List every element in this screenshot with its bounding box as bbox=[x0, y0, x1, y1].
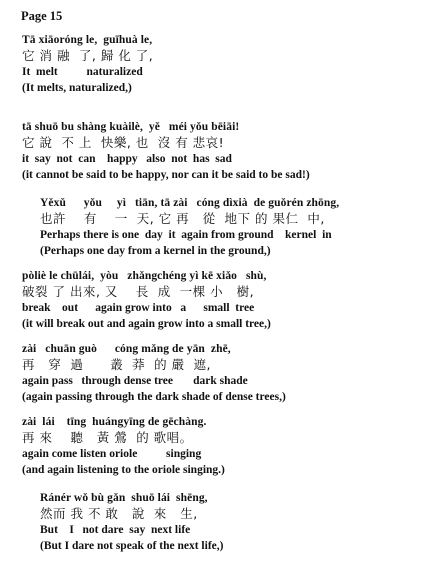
pinyin-line: pòliè le chūlái, yòu zhǎngchéng yì kē xiǎo shù, bbox=[22, 270, 267, 282]
stanza-2 bbox=[22, 119, 422, 183]
stanza-6 bbox=[22, 414, 422, 478]
stanza-3 bbox=[40, 195, 425, 259]
translation-line: (But I dare not speak of the next life,) bbox=[40, 540, 224, 552]
chinese-line: 再 來 聽 黃 鶯 的 歌唱。 bbox=[22, 430, 193, 445]
pinyin-line: tā shuō bu shàng kuàilè, yě méi yǒu bēiāi! bbox=[22, 121, 240, 133]
gloss-line: It melt naturalized bbox=[22, 66, 143, 78]
gloss-line: it say not can happy also not has sad bbox=[22, 153, 232, 165]
chinese-line: 再 穿 過 叢 莽 的 嚴 遮, bbox=[22, 357, 211, 372]
translation-line: (It melts, naturalized,) bbox=[22, 82, 132, 94]
translation-line: (again passing through the dark shade of dense trees,) bbox=[22, 391, 286, 403]
gloss-line: But I not dare say next life bbox=[40, 524, 191, 536]
pinyin-line: Ránér wǒ bù gǎn shuō lái shēng, bbox=[40, 492, 208, 504]
translation-line: (and again listening to the oriole singing.) bbox=[22, 464, 225, 476]
stanza-7 bbox=[40, 490, 425, 554]
gloss-line: again pass through dense tree dark shade bbox=[22, 375, 248, 387]
page-number: Page 15 bbox=[21, 9, 63, 23]
translation-line: (it cannot be said to be happy, nor can it be said to be sad!) bbox=[22, 169, 310, 181]
stanza-5 bbox=[22, 341, 422, 405]
translation-line: (Perhaps one day from a kernel in the ground,) bbox=[40, 245, 271, 257]
chinese-line: 破裂 了 出來, 又 長 成 一棵 小 樹, bbox=[22, 284, 255, 299]
chinese-line: 它 消 融 了, 歸 化 了, bbox=[22, 48, 154, 63]
pinyin-line: zài chuān guò cóng mǎng de yān zhē, bbox=[22, 343, 231, 355]
chinese-line: 然而 我 不 敢 說 來 生, bbox=[40, 506, 198, 521]
chinese-line: 也許 有 一 天, 它 再 從 地下 的 果仁 中, bbox=[40, 211, 325, 226]
pinyin-line: zài lái tīng huángyīng de gēchàng. bbox=[22, 416, 207, 428]
stanza-4 bbox=[22, 268, 422, 332]
gloss-line: Perhaps there is one day it again from ground kernel in bbox=[40, 229, 332, 241]
gloss-line: again come listen oriole singing bbox=[22, 448, 202, 460]
chinese-line: 它 說 不 上 快樂, 也 沒 有 悲哀! bbox=[22, 135, 225, 150]
pinyin-line: Yěxǔ yǒu yì tiān, tā zài cóng dìxià de guǒrén zhōng, bbox=[40, 197, 340, 209]
stanza-1 bbox=[22, 32, 422, 96]
translation-line: (it will break out and again grow into a small tree,) bbox=[22, 318, 271, 330]
gloss-line: break out again grow into a small tree bbox=[22, 302, 255, 314]
pinyin-line: Tā xiāoróng le, guīhuà le, bbox=[22, 34, 153, 46]
